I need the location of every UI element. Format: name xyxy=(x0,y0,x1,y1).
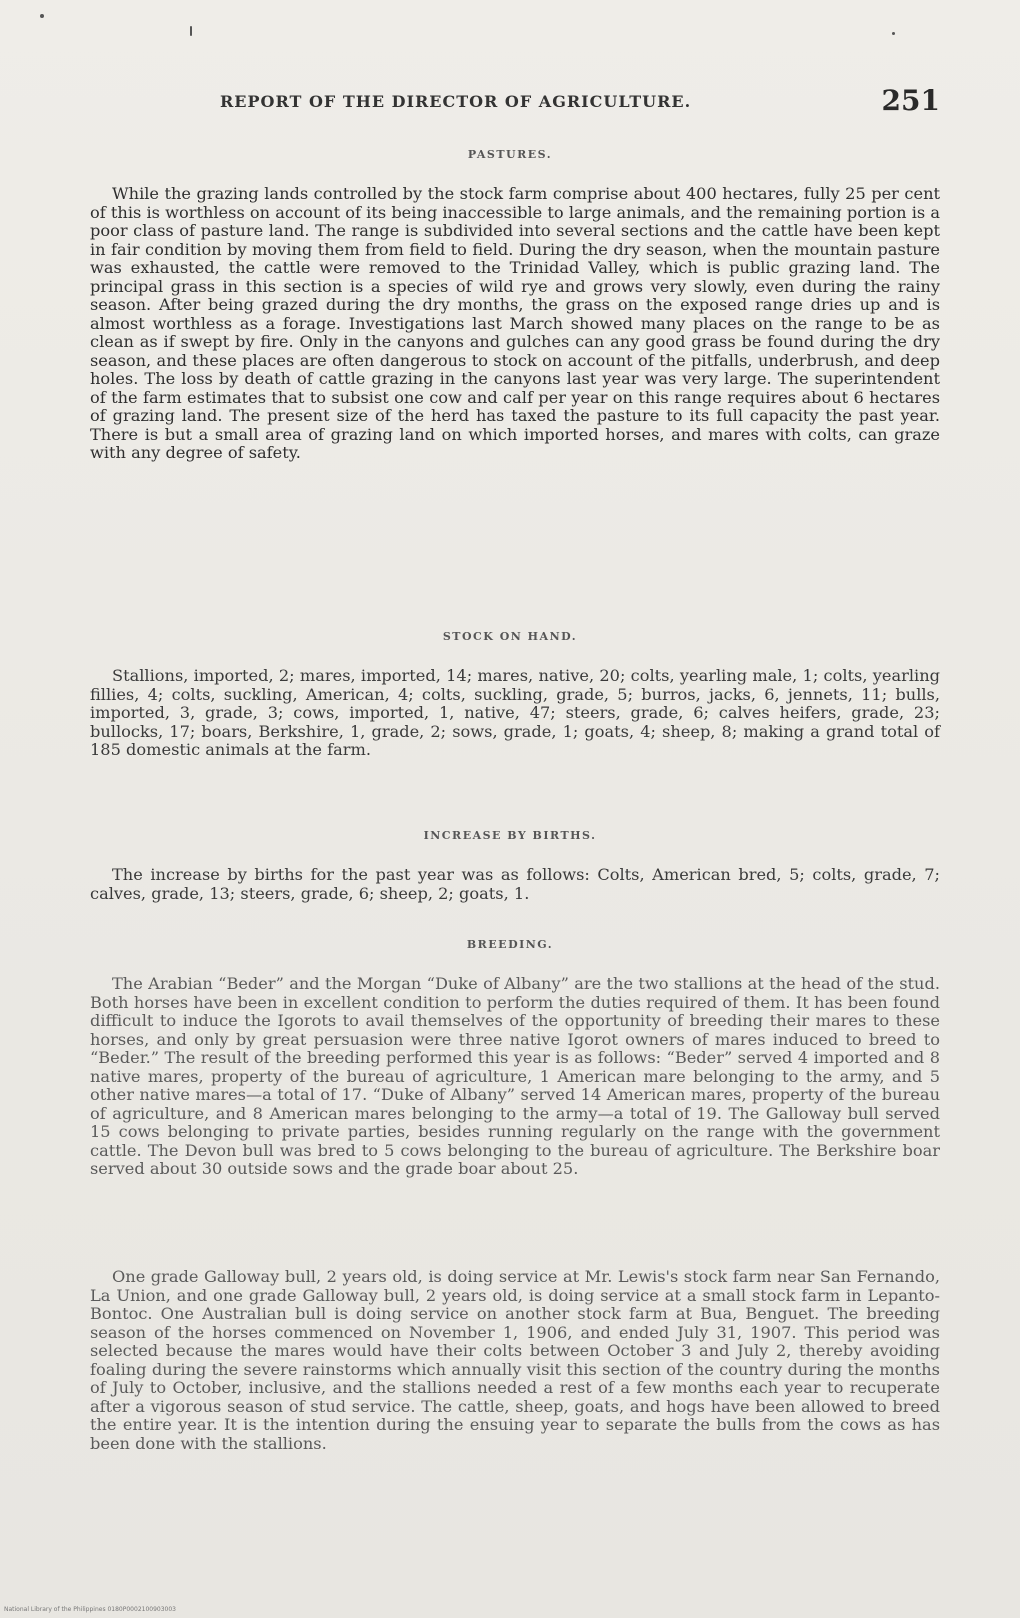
section-heading-pastures: PASTURES. xyxy=(467,148,553,161)
paragraph-breeding-1: The Arabian “Beder” and the Morgan “Duke of Albany” are the two stallions at the head of the stud. Both horses have been in excellent condition to perform the duties required of them. It has been found difficult to induce the Igorots to avail themselves of the opportunity of breeding their mares to these horses, and only by great persuasion were three native Igorot owners of mares induced to breed to “Beder.” The result of the breeding performed this year is as follows: “Beder” served 4 imported and 8 native mares, property of the bureau of agriculture, 1 American mare belonging to the army, and 5 other native mares—a total of 17. “Duke of Albany” served 14 American mares, property of the bureau of agriculture, and 8 American mares belonging to the army—a total of 19. The Galloway bull served 15 cows belonging to private parties, besides running regularly on the range with the government cattle. The Devon bull was bred to 5 cows belonging to the bureau of agriculture. The Berkshire boar served about 30 outside sows and the grade boar about 25. xyxy=(90,974,940,1178)
page-number: 251 xyxy=(881,84,940,117)
running-header xyxy=(60,84,940,120)
header-title: REPORT OF THE DIRECTOR OF AGRICULTURE. xyxy=(220,92,692,111)
scan-speck xyxy=(190,26,192,36)
footer-note: National Library of the Philippines 0180P0002100903003 xyxy=(4,1606,176,1613)
scan-speck xyxy=(892,32,895,35)
paragraph-increase-by-births: The increase by births for the past year was as follows: Colts, American bred, 5; colts, grade, 7; calves, grade, 13; steers, grade, 6; sheep, 2; goats, 1. xyxy=(90,865,940,903)
section-heading-increase-by-births: INCREASE BY BIRTHS. xyxy=(423,829,597,842)
paragraph-breeding-2: One grade Galloway bull, 2 years old, is doing service at Mr. Lewis's stock farm near San Fernando, La Union, and one grade Galloway bull, 2 years old, is doing service at a small stock farm in Lepanto-Bontoc. One Australian bull is doing service on another stock farm at Bua, Benguet. The breeding season of the horses commenced on November 1, 1906, and ended July 31, 1907. This period was selected because the mares would have their colts between October 3 and July 2, thereby avoiding foaling during the severe rainstorms which annually visit this section of the country during the months of July to October, inclusive, and the stallions needed a rest of a few months each year to recuperate after a vigorous season of stud service. The cattle, sheep, goats, and hogs have been allowed to breed the entire year. It is the intention during the ensuing year to separate the bulls from the cows as has been done with the stallions. xyxy=(90,1267,940,1453)
paragraph-pastures: While the grazing lands controlled by the stock farm comprise about 400 hectares, fully 25 per cent of this is worthless on account of its being inaccessible to large animals, and the remaining portion is a poor class of pasture land. The range is subdivided into several sections and the cattle have been kept in fair condition by moving them from field to field. During the dry season, when the mountain pasture was exhausted, the cattle were removed to the Trinidad Valley, which is public grazing land. The principal grass in this section is a species of wild rye and grows very slowly, even during the rainy season. After being grazed during the dry months, the grass on the exposed range dries up and is almost worthless as a forage. Investigations last March showed many places on the range to be as clean as if swept by fire. Only in the canyons and gulches can any good grass be found during the dry season, and these places are often dangerous to stock on account of the pitfalls, underbrush, and deep holes. The loss by death of cattle grazing in the canyons last year was very large. The superintendent of the farm estimates that to subsist one cow and calf per year on this range requires about 6 hectares of grazing land. The present size of the herd has taxed the pasture to its full capacity the past year. There is but a small area of grazing land on which imported horses, and mares with colts, can graze with any degree of safety. xyxy=(90,184,940,462)
section-heading-breeding: BREEDING. xyxy=(466,938,554,951)
section-heading-stock-on-hand: STOCK ON HAND. xyxy=(442,630,578,643)
scan-speck xyxy=(40,14,44,18)
paragraph-stock-on-hand: Stallions, imported, 2; mares, imported, 14; mares, native, 20; colts, yearling male, 1; colts, yearling fillies, 4; colts, suckling, American, 4; colts, suckling, grade, 5; burros, jacks, 6, jennets, 11; bulls, imported, 3, grade, 3; cows, imported, 1, native, 47; steers, grade, 6; calves heifers, grade, 23; bullocks, 17; boars, Berkshire, 1, grade, 2; sows, grade, 1; goats, 4; sheep, 8; making a grand total of 185 domestic animals at the farm. xyxy=(90,666,940,759)
